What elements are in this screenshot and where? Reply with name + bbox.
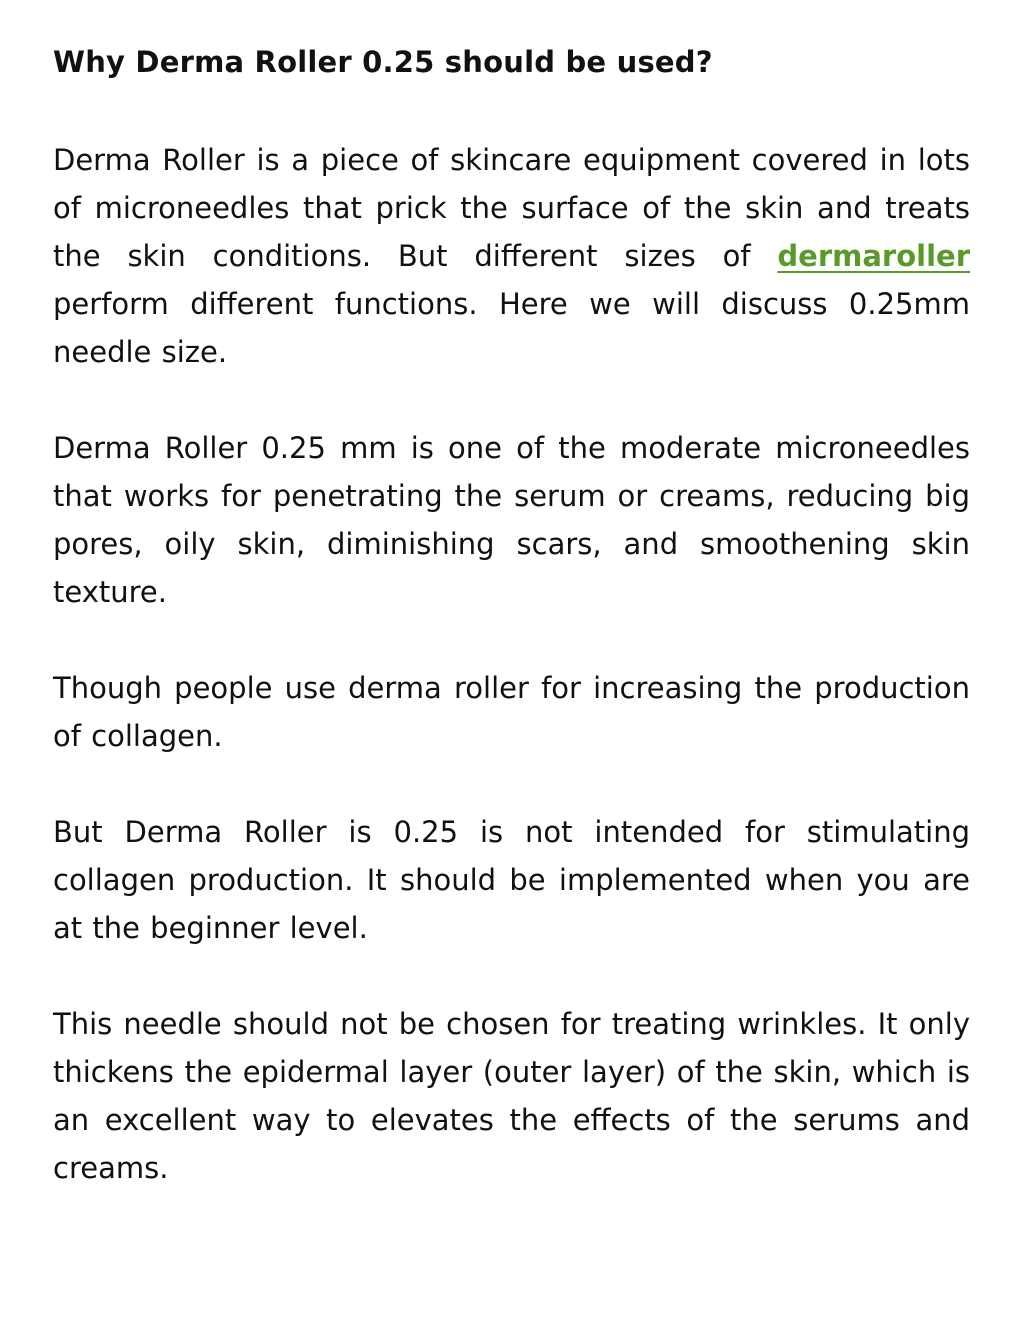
paragraph-moderate-microneedles: Derma Roller 0.25 mm is one of the moderate microneedles that works for penetrating the serum or creams, reducing big pores, oily skin, diminishing scars, and smoothening skin texture. [53, 431, 970, 609]
paragraph-wrinkles: This needle should not be chosen for treating wrinkles. It only thickens the epidermal layer (outer layer) of the skin, which is an excellent way to elevates the effects of the serums and creams. [53, 1007, 970, 1185]
paragraph-beginner-level: But Derma Roller is 0.25 is not intended for stimulating collagen production. It should be implemented when you are at the beginner level. [53, 815, 970, 945]
paragraph-intro [53, 136, 970, 376]
paragraph-collagen-use: Though people use derma roller for increasing the production of collagen. [53, 671, 970, 753]
paragraph-intro-text-after: perform different functions. Here we will discuss 0.25mm needle size. [53, 287, 970, 369]
article-heading: Why Derma Roller 0.25 should be used? [53, 45, 713, 79]
paragraph-intro-text-before: Derma Roller is a piece of skincare equipment covered in lots of microneedles that prick the surface of the skin and treats the skin conditions. But different sizes of [53, 143, 970, 273]
document-page [53, 36, 970, 1192]
dermaroller-link[interactable]: dermaroller [777, 239, 970, 273]
